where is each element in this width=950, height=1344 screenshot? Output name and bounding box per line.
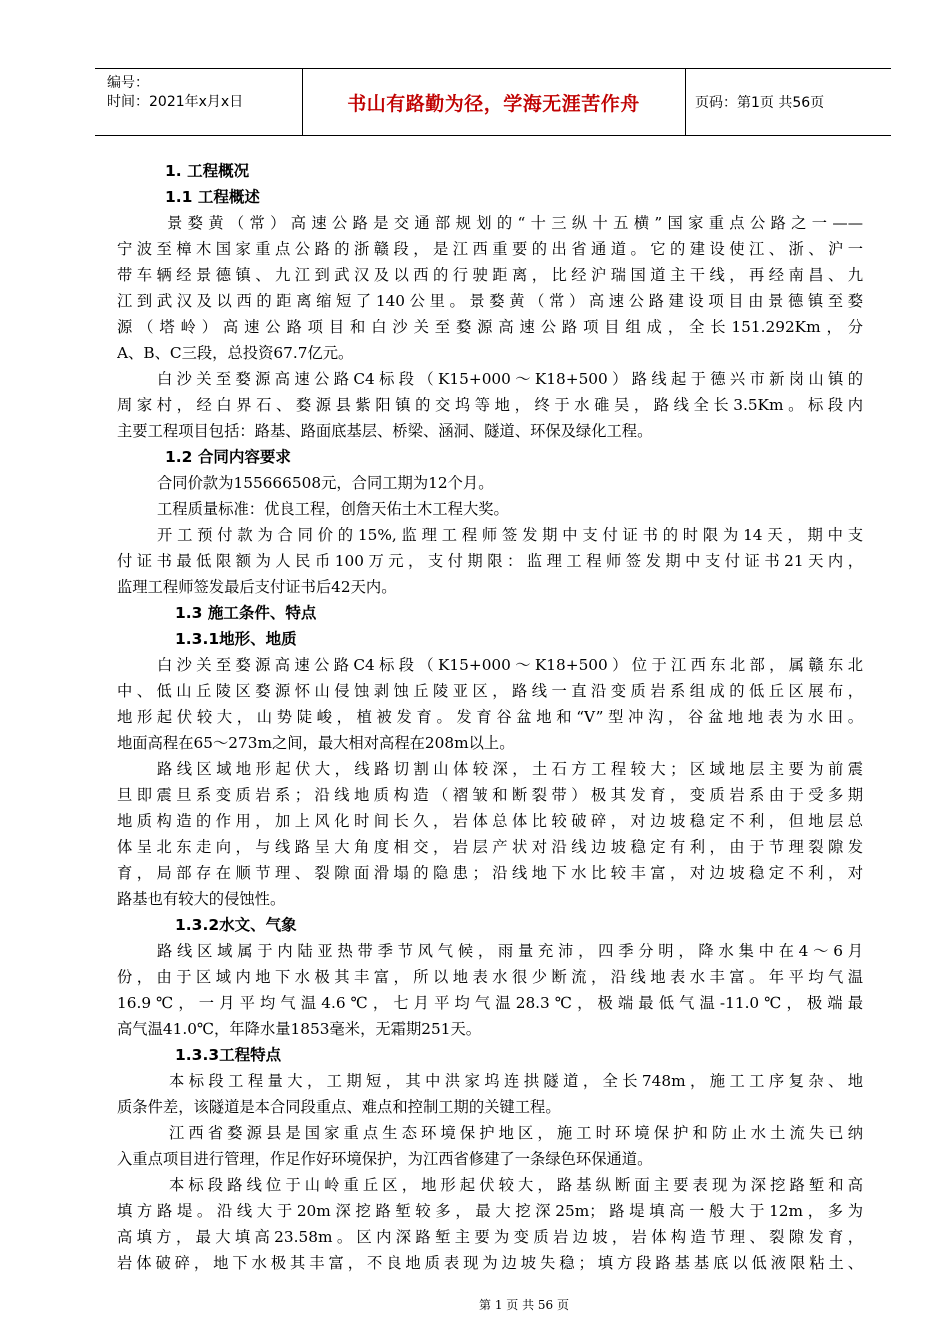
paragraph-line: 本标段路线位于山岭重丘区，地形起伏较大，路基纵断面主要表现为深挖路堑和高 [169,1176,863,1194]
heading-1-2: 1.2 合同内容要求 [165,448,291,466]
paragraph-line: 中、低山丘陵区婺源怀山侵蚀剥蚀丘陵亚区，路线一直沿变质岩系组成的低丘区展布， [117,682,863,700]
document-time-label: 时间：2021年x月x日 [107,94,244,110]
header-right-cell [685,69,891,135]
paragraph-line: 高填方，最大填高23.58m。区内深路堑主要为变质岩边坡，岩体构造节理、裂隙发育， [117,1228,863,1246]
paragraph-line: 带车辆经景德镇、九江到武汉及以西的行驶距离，比经沪瑞国道主干线，再经南昌、九 [117,266,863,284]
header-left-cell [95,69,303,135]
paragraph-line: 白沙关至婺源高速公路C4标段（K15+000～K18+500）路线起于德兴市新岗山镇的 [157,370,863,388]
paragraph-line: 周家村，经白界石、婺源县紫阳镇的交坞等地，终于水碓吴，路线全长3.5Km。标段内 [117,396,863,414]
paragraph-line: 入重点项目进行管理，作足作好环境保护，为江西省修建了一条绿色环保通道。 [117,1150,653,1168]
document-code-label: 编号： [107,75,149,91]
paragraph-line: 开工预付款为合同价的15%,监理工程师签发期中支付证书的时限为14天，期中支 [157,526,863,544]
paragraph-line: 路线区域属于内陆亚热带季节风气候，雨量充沛，四季分明，降水集中在4～6月 [157,942,863,960]
paragraph-line: A、B、C三段，总投资67.7亿元。 [117,344,354,362]
page-footer: 第 1 页 共 56 页 [479,1298,569,1312]
paragraph-line: 路基也有较大的侵蚀性。 [117,890,286,908]
header-motto: 书山有路勤为径，学海无涯苦作舟 [347,92,640,115]
paragraph-line: 地面高程在65～273m之间，最大相对高程在208m以上。 [117,734,515,752]
paragraph-line: 体呈北东走向，与线路呈大角度相交，岩层产状对沿线边坡稳定有利，由于节理裂隙发 [117,838,863,856]
paragraph-line: 主要工程项目包括：路基、路面底基层、桥梁、涵洞、隧道、环保及绿化工程。 [117,422,653,440]
paragraph-line: 地形起伏较大，山势陡峻，植被发育。发育谷盆地和“V”型冲沟，谷盆地地表为水田。 [117,708,863,726]
paragraph-line: 份，由于区域内地下水极其丰富，所以地表水很少断流，沿线地表水丰富。年平均气温 [117,968,863,986]
page-header [95,68,891,136]
header-center-cell [302,69,686,135]
paragraph-line: 岩体破碎，地下水极其丰富，不良地质表现为边坡失稳；填方段路基基底以低液限粘土、 [117,1254,863,1272]
paragraph-line: 付证书最低限额为人民币100万元，支付期限：监理工程师签发期中支付证书21天内， [117,552,863,570]
paragraph-line: 源（塔岭）高速公路项目和白沙关至婺源高速公路项目组成，全长151.292Km，分 [117,318,863,336]
paragraph-line: 本标段工程量大，工期短，其中洪家坞连拱隧道，全长748m，施工工序复杂、地 [169,1072,863,1090]
heading-1-3-1: 1.3.1地形、地质 [175,630,297,648]
heading-1-3-2: 1.3.2水文、气象 [175,916,297,934]
paragraph-line: 路线区域地形起伏大，线路切割山体较深，土石方工程较大；区域地层主要为前震 [157,760,863,778]
paragraph-line: 江到武汉及以西的距离缩短了140公里。景婺黄（常）高速公路建设项目由景德镇至婺 [117,292,863,310]
paragraph-line: 宁波至樟木国家重点公路的浙赣段，是江西重要的出省通道。它的建设使江、浙、沪一 [117,240,863,258]
paragraph-line: 质条件差，该隧道是本合同段重点、难点和控制工期的关键工程。 [117,1098,561,1116]
paragraph-line: 江西省婺源县是国家重点生态环境保护地区，施工时环境保护和防止水土流失已纳 [169,1124,863,1142]
paragraph-line: 填方路堤。沿线大于20m深挖路堑较多，最大挖深25m；路堤填高一般大于12m，多为 [117,1202,863,1220]
heading-1-1: 1.1 工程概述 [165,188,260,206]
paragraph-line: 育，局部存在顺节理、裂隙面滑塌的隐患；沿线地下水比较丰富，对边坡稳定不利，对 [117,864,863,882]
paragraph-line: 监理工程师签发最后支付证书后42天内。 [117,578,397,596]
header-page-info: 页码：第1页 共56页 [695,95,825,111]
paragraph-line: 高气温41.0℃，年降水量1853毫米，无霜期251天。 [117,1020,482,1038]
heading-1-3: 1.3 施工条件、特点 [175,604,317,622]
heading-1: 1. 工程概况 [165,162,250,180]
document-body [117,158,863,1276]
paragraph-line: 景婺黄（常）高速公路是交通部规划的“十三纵十五横”国家重点公路之一—— [167,214,863,232]
paragraph-line: 工程质量标准：优良工程，创詹天佑土木工程大奖。 [157,500,509,518]
paragraph-line: 旦即震旦系变质岩系；沿线地质构造（褶皱和断裂带）极其发育，变质岩系由于受多期 [117,786,863,804]
paragraph-line: 16.9℃，一月平均气温4.6℃，七月平均气温28.3℃，极端最低气温-11.0℃，极端最 [117,994,863,1012]
paragraph-line: 白沙关至婺源高速公路C4标段（K15+000～K18+500）位于江西东北部，属赣东北 [157,656,863,674]
paragraph-line: 合同价款为155666508元，合同工期为12个月。 [157,474,494,492]
paragraph-line: 地质构造的作用，加上风化时间长久，岩体总体比较破碎，对边坡稳定不利，但地层总 [117,812,863,830]
heading-1-3-3: 1.3.3工程特点 [175,1046,282,1064]
